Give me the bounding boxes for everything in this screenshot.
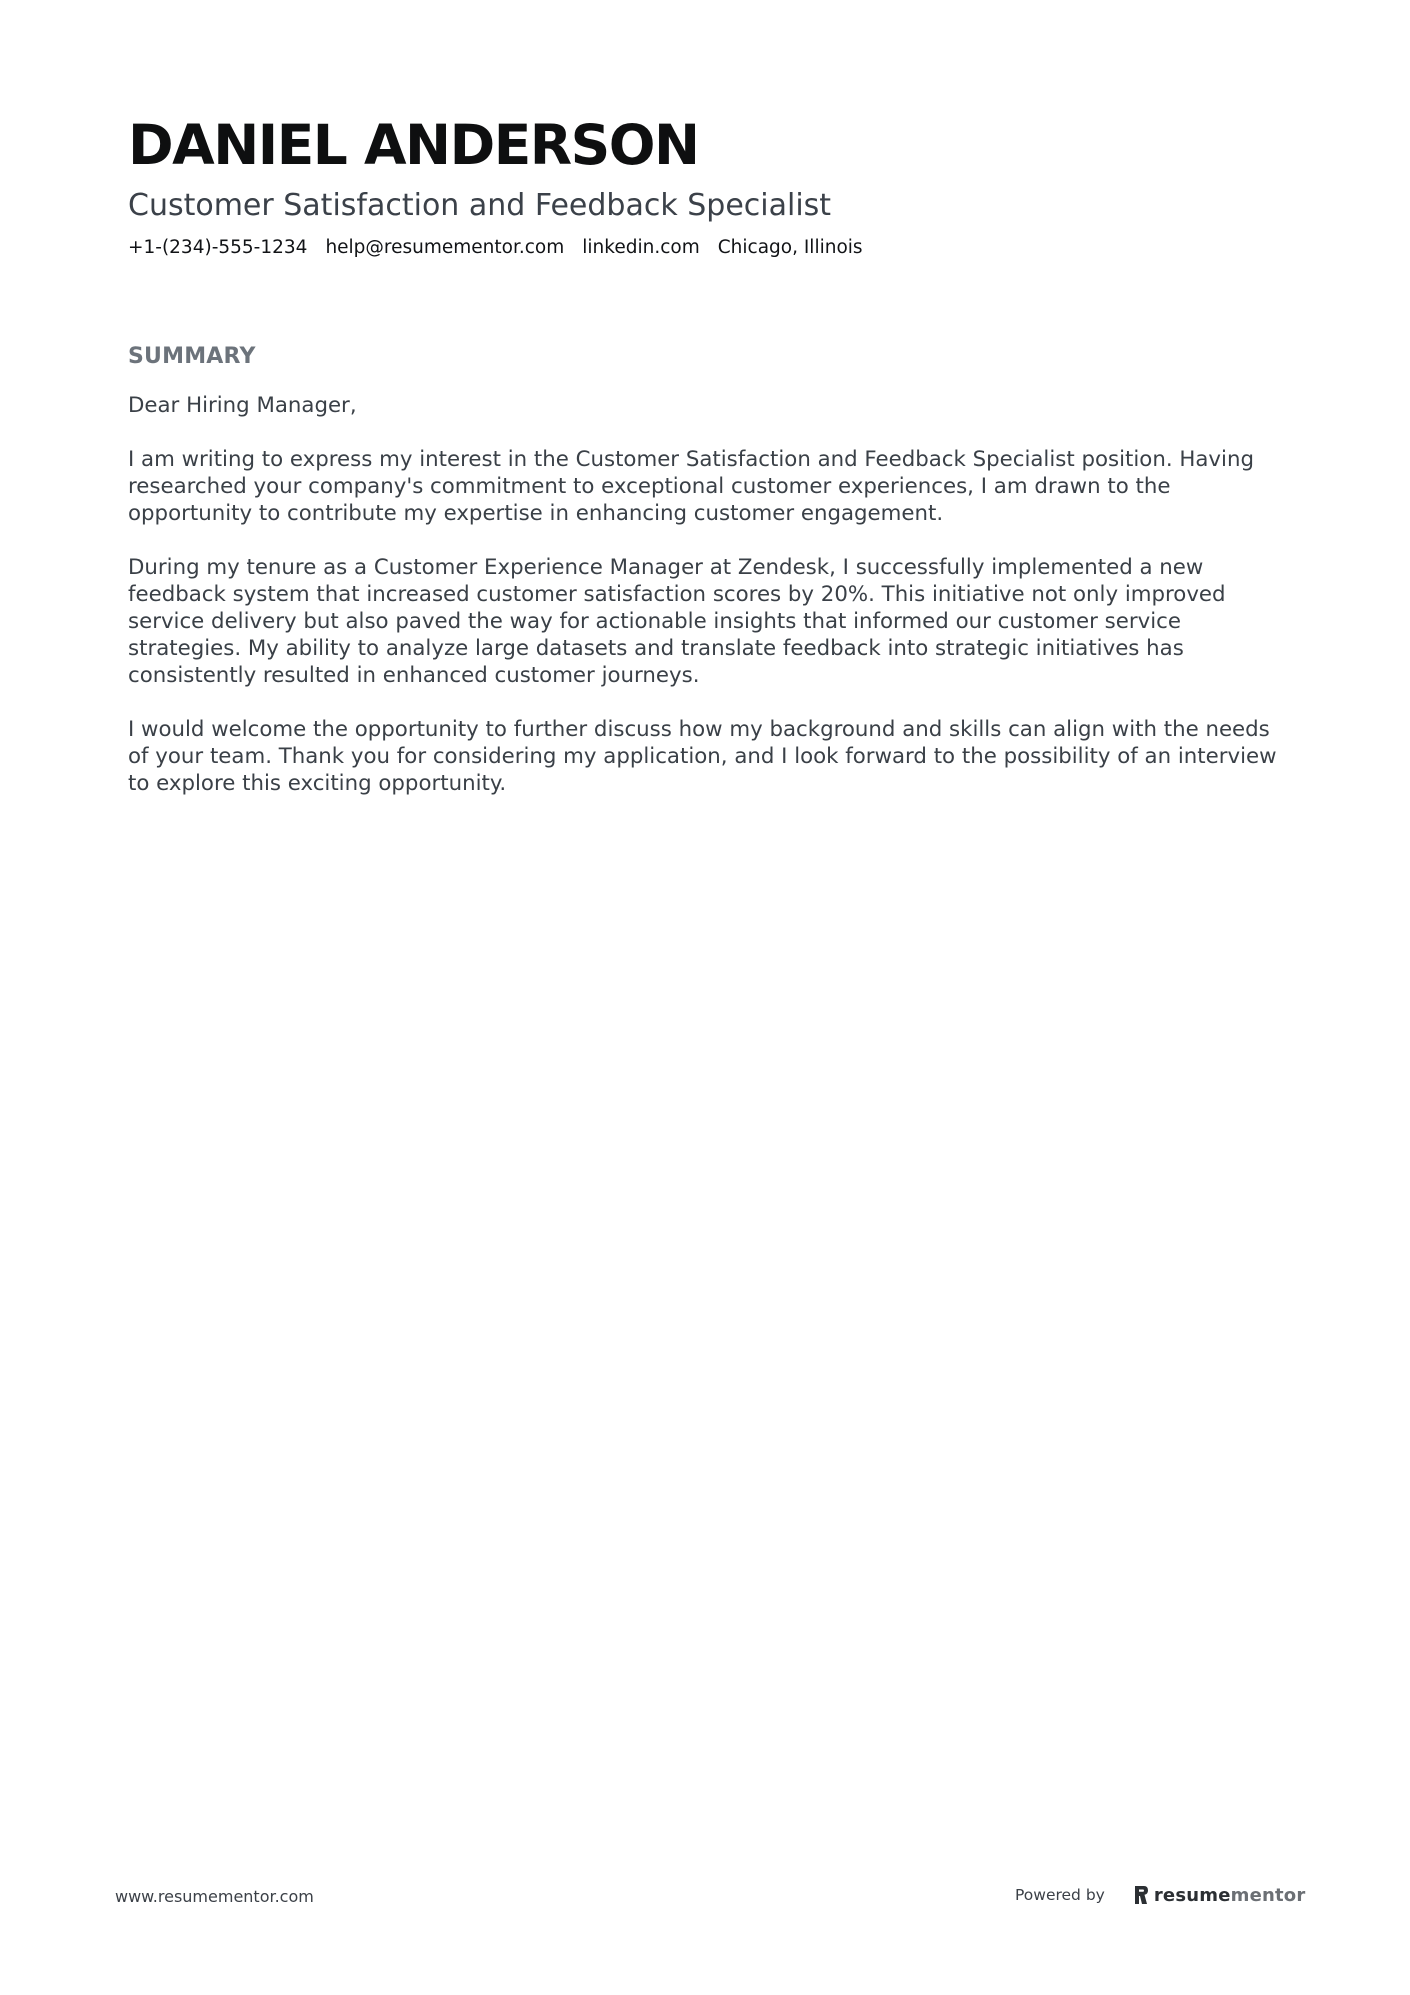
contact-info [128,234,1288,262]
contact-location: Chicago, Illinois [717,237,863,258]
brand-wordmark [1154,1885,1306,1906]
contact-linkedin: linkedin.com [582,237,700,258]
footer-website: www.resumementor.com [115,1887,314,1906]
contact-email: help@resumementor.com [325,237,565,258]
footer-branding [1015,1882,1305,1908]
candidate-name: DANIEL ANDERSON [128,113,699,177]
letter-paragraph: During my tenure as a Customer Experience Manager at Zendesk, I successfully implemented a new feedback system that increased customer satisfaction scores by 20%. This initiative not only improved service delivery but also paved the way for actionable insights that informed our customer service strategies. My ability to analyze large datasets and translate feedback into strategic initiatives has consistently resulted in enhanced customer journeys. [128,555,1226,688]
summary-section [128,342,1278,824]
letter-paragraph: I am writing to express my interest in the Customer Satisfaction and Feedback Specialist position. Having researched your company's commitment to exceptional customer experiences, I am drawn to the opportunity to contribute my expertise in enhancing customer engagement. [128,447,1254,526]
header [128,108,1288,262]
brand-logo [1133,1885,1306,1906]
brand-word-mentor: mentor [1230,1884,1306,1906]
letter-paragraph: I would welcome the opportunity to further discuss how my background and skills can align with the needs of your team. Thank you for considering my application, and I look forward to the possibility of an interview to explore this exciting opportunity. [128,717,1277,796]
resumementor-logo-icon [1133,1885,1149,1905]
brand-word-resume: resume [1153,1884,1231,1906]
job-title: Customer Satisfaction and Feedback Specialist [128,188,832,223]
contact-phone: +1-(234)-555-1234 [128,237,308,258]
salutation: Dear Hiring Manager, [128,393,357,418]
summary-heading: SUMMARY [128,344,256,369]
powered-by-label: Powered by [1015,1886,1105,1904]
